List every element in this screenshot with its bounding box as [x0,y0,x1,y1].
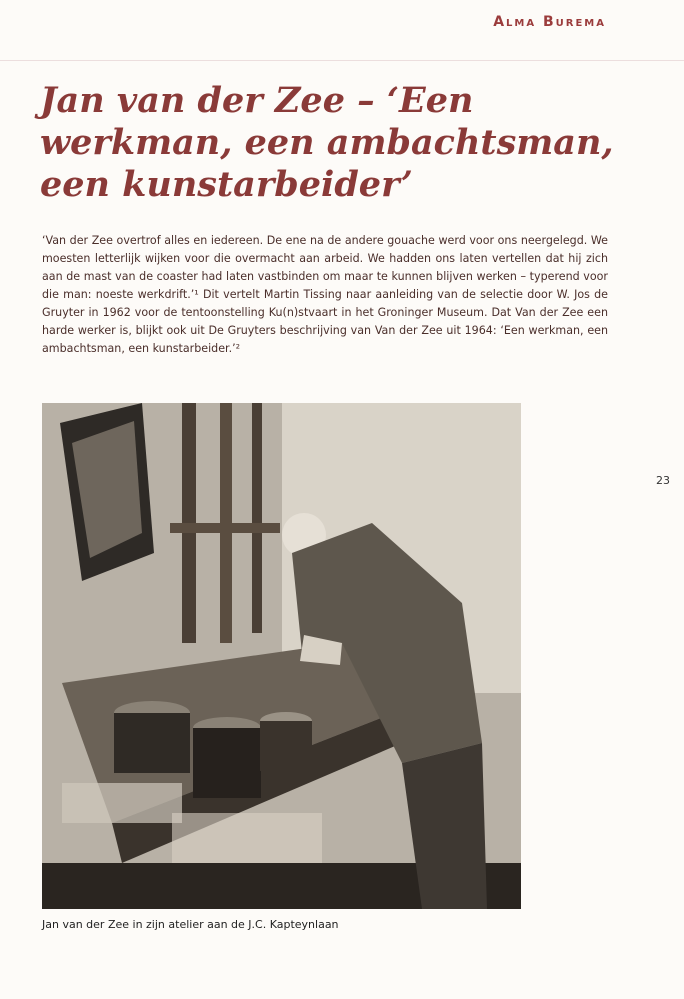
page-number: 23 [656,474,670,487]
intro-paragraph: ‘Van der Zee overtrof alles en iedereen. De ene na de andere gouache werd voor ons neergelegd. We moesten letterlijk wijken voor die overmacht aan arbeid. We hadden ons laten vertellen dat hij zich aan de mast van de coaster had laten vastbinden om maar te kunnen blijven werken – typerend voor die man: noeste werkdrift.’¹ Dit vertelt Martin Tissing naar aanleiding van de selectie door W. Jos de Gruyter in 1962 voor de tentoonstelling Ku(n)stvaart in het Groninger Museum. Dat Van der Zee een harde werker is, blijkt ook uit De Gruyters beschrijving van Van der Zee uit 1964: ‘Een werkman, een ambachtsman, een kunstarbeider.’² [42,234,608,355]
header-rule [0,60,684,61]
atelier-photo-illustration [42,403,521,909]
article-title: Jan van der Zee – ‘Een werkman, een ambachtsman, een kunstarbeider’ [40,80,614,205]
photo-caption: Jan van der Zee in zijn atelier aan de J.C. Kapteynlaan [42,918,339,931]
author-name: Alma Burema [493,14,606,30]
atelier-photo [42,403,521,909]
